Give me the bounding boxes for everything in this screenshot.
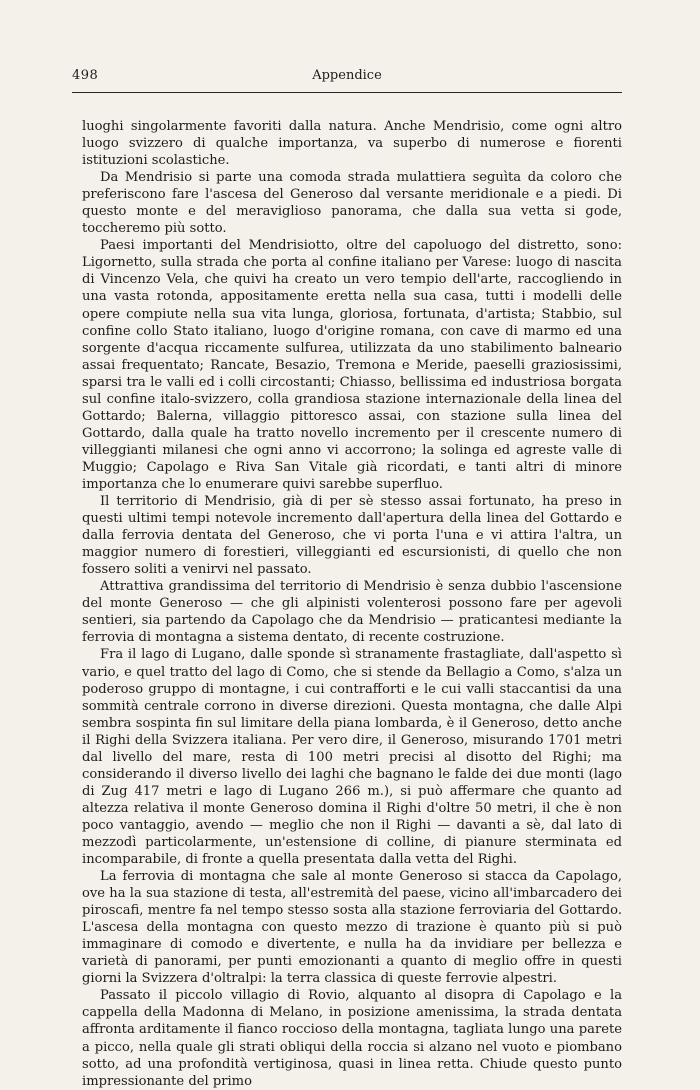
paragraph: Attrattiva grandissima del territorio di Mendrisio è senza dubbio l'ascensione del monte Generoso — che gli alpinisti volenterosi possono fare per agevoli sentieri, sia partendo da Capolago che da Mendrisio — praticantesi mediante la ferrovia di montagna a sistema dentato, di recente costruzione. — [82, 579, 622, 646]
paragraph: Passato il piccolo villagio di Rovio, alquanto al disopra di Capolago e la cappella della Madonna di Melano, in posizione amenissima, la strada dentata affronta arditamente il fianco roccioso della montagna, tagliata lungo una parete a picco, nella quale gli strati obliqui della roccia si alzano nel vuoto e piombano sotto, ad una profondità vertiginosa, quasi in linea retta. Chiude questo punto impressionante del primo — [82, 988, 622, 1089]
paragraph: Fra il lago di Lugano, dalle sponde sì stranamente frastagliate, dall'aspetto sì vario, e quel tratto del lago di Como, che si stende da Bellagio a Como, s'alza un poderoso gruppo di montagne, i cui contrafforti e le cui valli staccantisi da una sommità centrale corrono in diverse direzioni. Questa montagna, che dalle Alpi sembra sospinta fin sul limitare della piana lombarda, è il Generoso, detto anche il Righi della Svizzera italiana. Per vero dire, il Generoso, misurando 1701 metri dal livello del mare, resta di 100 metri precisi al disotto del Righi; ma considerando il diverso livello dei laghi che bagnano le falde dei due monti (lago di Zug 417 metri e lago di Lugano 266 m.), si può affermare che quanto ad altezza relativa il monte Generoso domina il Righi d'oltre 50 metri, il che è non poco vantaggio, avendo — meglio che non il Righi — davanti a sè, dal lato di mezzodì particolarmente, un'estensione di colline, di pianure sterminata ed incomparabile, di fronte a quella presentata dalla vetta del Righi. — [82, 647, 622, 868]
paragraph: Da Mendrisio si parte una comoda strada mulattiera seguìta da coloro che preferiscono fare l'ascesa del Generoso dal versante meridionale e a piedi. Di questo monte e del meraviglioso panorama, che dalla sua vetta si gode, toccheremo più sotto. — [82, 170, 622, 237]
running-title: Appendice — [312, 68, 382, 83]
page-header — [72, 66, 622, 92]
paragraph: Il territorio di Mendrisio, già di per sè stesso assai fortunato, ha preso in questi ultimi tempi notevole incremento dall'apertura della linea del Gottardo e dalla ferrovia dentata del Generoso, che vi porta l'una e vi attira l'altra, un maggior numero di forestieri, villeggianti ed escursionisti, di quello che non fossero soliti a venirvi nel passato. — [82, 494, 622, 578]
body-text — [82, 118, 622, 1090]
header-rule — [72, 92, 622, 93]
paragraph: Paesi importanti del Mendrisiotto, oltre del capoluogo del distretto, sono: Ligornetto, sulla strada che porta al confine italiano per Varese: luogo di nascita di Vincenzo Vela, che quivi ha creato un vero tempio dell'arte, raccogliendo in una vasta rotonda, appositamente eretta nella sua casa, tutti i modelli delle opere compiute nella sua vita lunga, gloriosa, fortunata, d'artista; Stabbio, sul confine collo Stato italiano, luogo d'origine romana, con cave di marmo ed una sorgente d'acqua riccamente sulfurea, utilizzata da uno stabilimento balneario assai frequentato; Rancate, Besazio, Tremona e Meride, paeselli graziosissimi, sparsi tra le valli ed i colli circostanti; Chiasso, bellissima ed industriosa borgata sul confine italo-svizzero, colla grandiosa stazione internazionale della linea del Gottardo; Balerna, villaggio pittoresco assai, con stazione sulla linea del Gottardo, dalla quale ha tratto novello incremento per il crescente numero di villeggianti milanesi che ogni anno vi accorrono; la solinga ed agreste valle di Muggio; Capolago e Riva San Vitale già ricordati, e tanti altri di minore importanza che lo enumerare quivi sarebbe superfluo. — [82, 238, 622, 492]
paragraph: La ferrovia di montagna che sale al monte Generoso si stacca da Capolago, ove ha la sua stazione di testa, all'estremità del paese, vicino all'imbarcadero dei piroscafi, mentre fa nel tempo stesso sosta alla stazione ferroviaria del Gottardo. L'ascesa della montagna con questo mezzo di trazione è quanto più si può immaginare di comodo e divertente, e nulla ha da invidiare per bellezza e varietà di panorami, per punti emozionanti a quanto di meglio offre in questi giorni la Svizzera d'oltralpi: la terra classica di queste ferrovie alpestri. — [82, 869, 622, 987]
page-number: 498 — [72, 68, 99, 83]
paragraph: luoghi singolarmente favoriti dalla natura. Anche Mendrisio, come ogni altro luogo svizzero di qualche importanza, va superbo di numerose e fiorenti istituzioni scolastiche. — [82, 119, 622, 169]
